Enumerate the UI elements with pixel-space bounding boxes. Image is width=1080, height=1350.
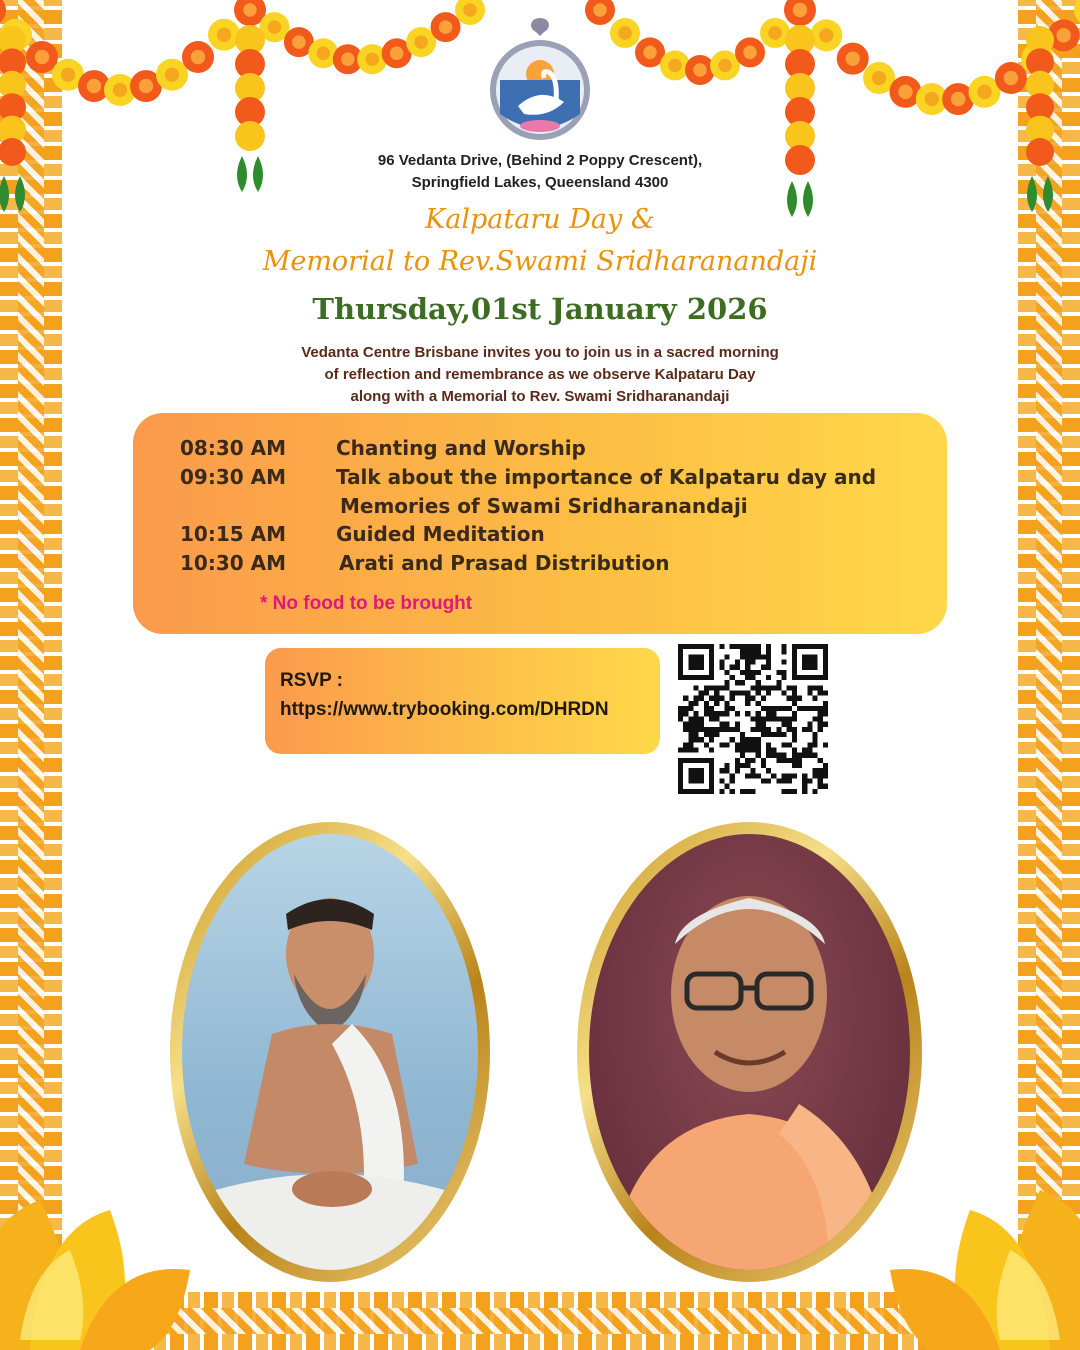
rsvp-panel bbox=[265, 648, 660, 754]
rsvp-label: RSVP : bbox=[280, 670, 344, 691]
invitation-line-1: Vedanta Centre Brisbane invites you to join us in a sacred morning bbox=[301, 344, 779, 361]
schedule-event-continuation: Memories of Swami Sridharanandaji bbox=[340, 494, 748, 518]
invitation-line-3: along with a Memorial to Rev. Swami Sridharanandaji bbox=[350, 388, 730, 405]
invitation-line-2: of reflection and remembrance as we observe Kalpataru Day bbox=[324, 366, 756, 383]
event-title-line-1: Kalpataru Day & bbox=[425, 204, 655, 235]
schedule-time: 10:30 AM bbox=[180, 551, 287, 575]
event-title-line-2: Memorial to Rev.Swami Sridharanandaji bbox=[262, 246, 818, 277]
lotus-flower-right-icon bbox=[890, 1150, 1080, 1350]
qr-code-icon[interactable] bbox=[678, 644, 828, 794]
swan-logo-icon bbox=[478, 14, 602, 144]
schedule-event: Guided Meditation bbox=[336, 522, 545, 546]
address-line-2: Springfield Lakes, Queensland 4300 bbox=[411, 174, 669, 191]
event-date: Thursday,01st January 2026 bbox=[312, 292, 768, 326]
seated-sage-illustration bbox=[182, 834, 478, 1270]
schedule-time: 09:30 AM bbox=[180, 465, 287, 489]
rsvp-link[interactable]: https://www.trybooking.com/DHRDN bbox=[280, 699, 609, 720]
schedule-event: Chanting and Worship bbox=[336, 436, 586, 460]
portrait-frame-right bbox=[577, 822, 922, 1282]
address-line-1: 96 Vedanta Drive, (Behind 2 Poppy Crescent), bbox=[377, 152, 703, 169]
invitation-text bbox=[0, 342, 1080, 408]
schedule-event: Arati and Prasad Distribution bbox=[339, 551, 670, 575]
schedule-event: Talk about the importance of Kalpataru day and bbox=[336, 465, 877, 489]
schedule-panel bbox=[133, 413, 947, 634]
portrait-photo-right bbox=[589, 834, 910, 1270]
schedule-time: 10:15 AM bbox=[180, 522, 287, 546]
swami-portrait-illustration bbox=[589, 834, 910, 1270]
portrait-photo-left bbox=[182, 834, 478, 1270]
schedule-time: 08:30 AM bbox=[180, 436, 287, 460]
venue-address bbox=[0, 150, 1080, 194]
portrait-frame-left bbox=[170, 822, 490, 1282]
lotus-flower-left-icon bbox=[0, 1170, 190, 1350]
food-note: * No food to be brought bbox=[260, 593, 473, 614]
